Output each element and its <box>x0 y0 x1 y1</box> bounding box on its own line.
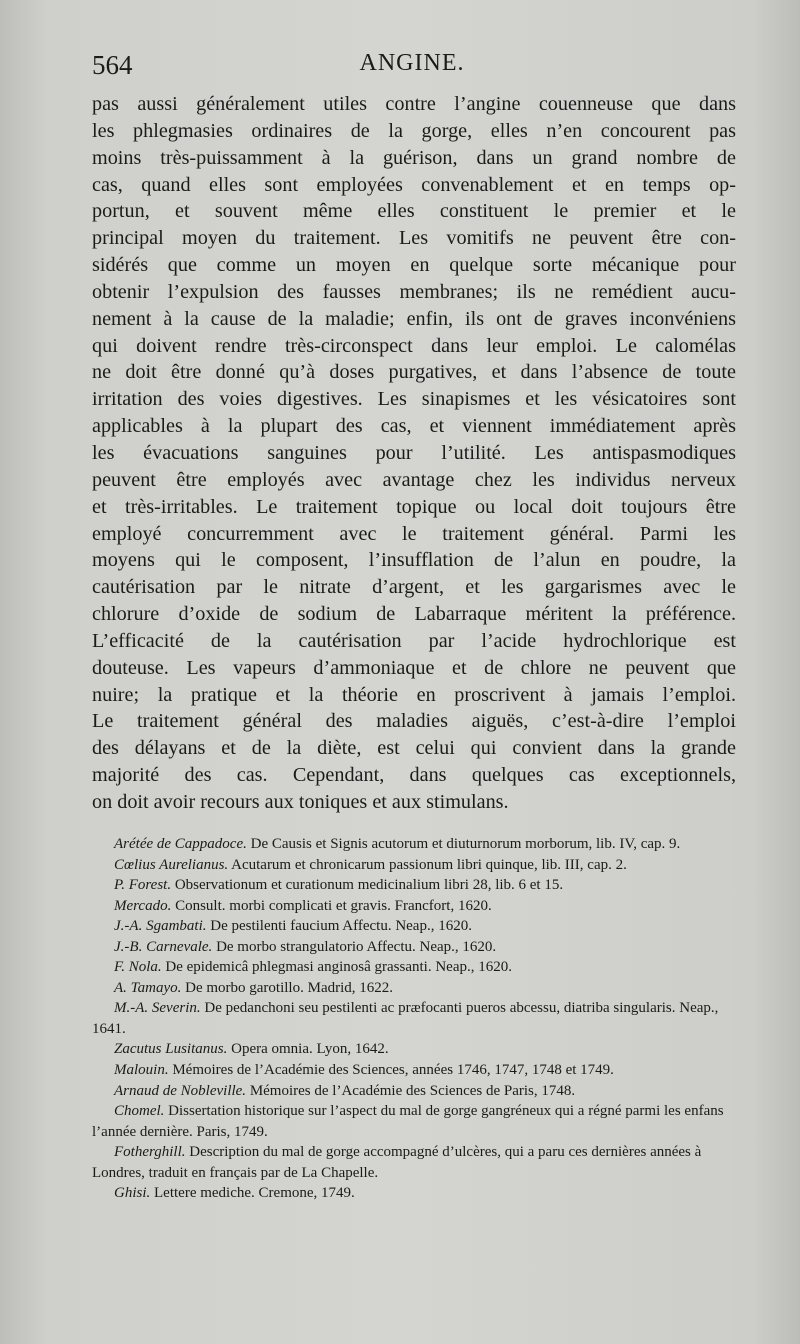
reference-author: P. Forest. <box>114 877 172 894</box>
reference-author: Arnaud de Nobleville. <box>114 1082 247 1099</box>
reference-text: De Causis et Signis acutorum et diuturnorum morborum, lib. IV, cap. 9. <box>250 836 681 852</box>
reference-author: Mercado. <box>114 897 172 914</box>
reference-text: Acutarum et chronicarum passionum libri quinque, lib. III, cap. 2. <box>231 856 627 873</box>
body-line: sidérés que comme un moyen en quelque sorte mécanique pour <box>92 254 736 277</box>
reference-author: F. Nola. <box>114 959 162 976</box>
reference-text: De pedanchoni seu pestilenti ac præfocanti pueros abcessu, diatriba singularis. Neap., 1641. <box>92 1000 719 1037</box>
body-line: cas, quand elles sont employées convenablement et en temps op- <box>92 173 736 196</box>
body-line: employé concurremment avec le traitement général. Parmi les <box>92 522 736 545</box>
reference-author: Malouin. <box>114 1062 169 1079</box>
body-line: moins très-puissamment à la guérison, dans un grand nombre de <box>92 146 736 169</box>
reference-entry <box>92 937 738 958</box>
body-line: obtenir l’expulsion des fausses membranes; ils ne remédient aucu- <box>92 280 736 303</box>
body-line: et très-irritables. Le traitement topique ou local doit toujours être <box>92 495 736 518</box>
reference-entry <box>92 875 738 896</box>
body-line: cautérisation par le nitrate d’argent, et les gargarismes avec le <box>92 576 736 599</box>
body-line: Le traitement général des maladies aiguës, c’est-à-dire l’emploi <box>92 710 736 733</box>
reference-author: M.-A. Severin. <box>114 1000 201 1017</box>
reference-entry <box>92 957 738 978</box>
reference-text: De pestilenti faucium Affectu. Neap., 1620. <box>210 918 472 935</box>
body-line: principal moyen du traitement. Les vomitifs ne peuvent être con- <box>92 227 736 250</box>
reference-entry <box>92 834 738 855</box>
body-line: douteuse. Les vapeurs d’ammoniaque et de chlore ne peuvent que <box>92 656 736 679</box>
body-line: applicables à la plupart des cas, et viennent immédiatement après <box>92 415 736 438</box>
body-line: des délayans et de la diète, est celui qui convient dans la grande <box>92 737 736 760</box>
body-line: peuvent être employés avec avantage chez les individus nerveux <box>92 468 736 491</box>
reference-text: De morbo strangulatorio Affectu. Neap., 1620. <box>216 938 497 955</box>
body-line: portun, et souvent même elles constituent le premier et le <box>92 200 736 223</box>
reference-author: J.-A. Sgambati. <box>114 918 207 935</box>
reference-text: Dissertation historique sur l’aspect du mal de gorge gangréneux qui a régné parmi les enfans l’année dernière. Paris, 1749. <box>92 1103 724 1140</box>
reference-entry <box>92 1060 738 1081</box>
reference-text: Mémoires de l’Académie des Sciences de Paris, 1748. <box>249 1082 576 1099</box>
running-title: ANGINE. <box>359 50 465 76</box>
reference-author: Chomel. <box>114 1103 165 1120</box>
reference-text: Consult. morbi complicati et gravis. Francfort, 1620. <box>175 897 492 914</box>
reference-entry <box>92 1142 738 1183</box>
body-line: nement à la cause de la maladie; enfin, ils ont de graves inconvéniens <box>92 307 736 330</box>
reference-author: Cœlius Aurelianus. <box>114 856 229 873</box>
body-line: ne doit être donné qu’à doses purgatives, et dans l’absence de toute <box>92 361 736 384</box>
reference-entry <box>92 916 738 937</box>
reference-entry <box>92 855 738 876</box>
reference-entry <box>92 1039 738 1060</box>
reference-text: Lettere mediche. Cremone, 1749. <box>154 1185 355 1202</box>
reference-text: De epidemicâ phlegmasi anginosâ grassanti. Neap., 1620. <box>165 959 512 976</box>
body-line: qui doivent rendre très-circonspect dans leur emploi. Le calomélas <box>92 334 736 357</box>
body-line: chlorure d’oxide de sodium de Labarraque méritent la préférence. <box>92 603 736 626</box>
reference-author: Zacutus Lusitanus. <box>114 1041 228 1058</box>
reference-author: J.-B. Carnevale. <box>114 938 213 955</box>
body-line: les phlegmasies ordinaires de la gorge, elles n’en concourent pas <box>92 119 736 142</box>
reference-author: Arétée de Cappadoce. <box>114 836 247 852</box>
body-line: on doit avoir recours aux toniques et aux stimulans. <box>92 790 509 813</box>
body-line: L’efficacité de la cautérisation par l’acide hydrochlorique est <box>92 629 736 652</box>
page-number: 564 <box>92 50 133 80</box>
body-line: irritation des voies digestives. Les sinapismes et les vésicatoires sont <box>92 388 736 411</box>
reference-author: A. Tamayo. <box>114 979 182 996</box>
reference-entry <box>92 978 738 999</box>
body-line: nuire; la pratique et la théorie en proscrivent à jamais l’emploi. <box>92 683 736 706</box>
reference-entry <box>92 896 738 917</box>
reference-text: Opera omnia. Lyon, 1642. <box>231 1041 389 1058</box>
body-paragraph <box>92 91 736 816</box>
body-line: moyens qui le composent, l’insufflation de l’alun en poudre, la <box>92 549 736 572</box>
page-header <box>92 50 732 90</box>
reference-entry <box>92 998 738 1039</box>
reference-entry <box>92 1183 738 1204</box>
reference-entry <box>92 1101 738 1142</box>
reference-author: Fotherghill. <box>114 1144 186 1161</box>
bibliography <box>92 834 738 1204</box>
body-line: pas aussi généralement utiles contre l’angine couenneuse que dans <box>92 93 736 115</box>
reference-entry <box>92 1081 738 1102</box>
body-line: les évacuations sanguines pour l’utilité. Les antispasmodiques <box>92 441 736 464</box>
reference-author: Ghisi. <box>114 1185 151 1202</box>
reference-text: Description du mal de gorge accompagné d’ulcères, qui a paru ces dernières années à Londres, traduit en français par de La Chapelle. <box>92 1144 702 1181</box>
reference-text: Observationum et curationum medicinalium libri 28, lib. 6 et 15. <box>174 877 564 894</box>
reference-text: Mémoires de l’Académie des Sciences, années 1746, 1747, 1748 et 1749. <box>172 1062 614 1079</box>
body-line: majorité des cas. Cependant, dans quelques cas exceptionnels, <box>92 764 736 787</box>
reference-text: De morbo garotillo. Madrid, 1622. <box>185 979 394 996</box>
